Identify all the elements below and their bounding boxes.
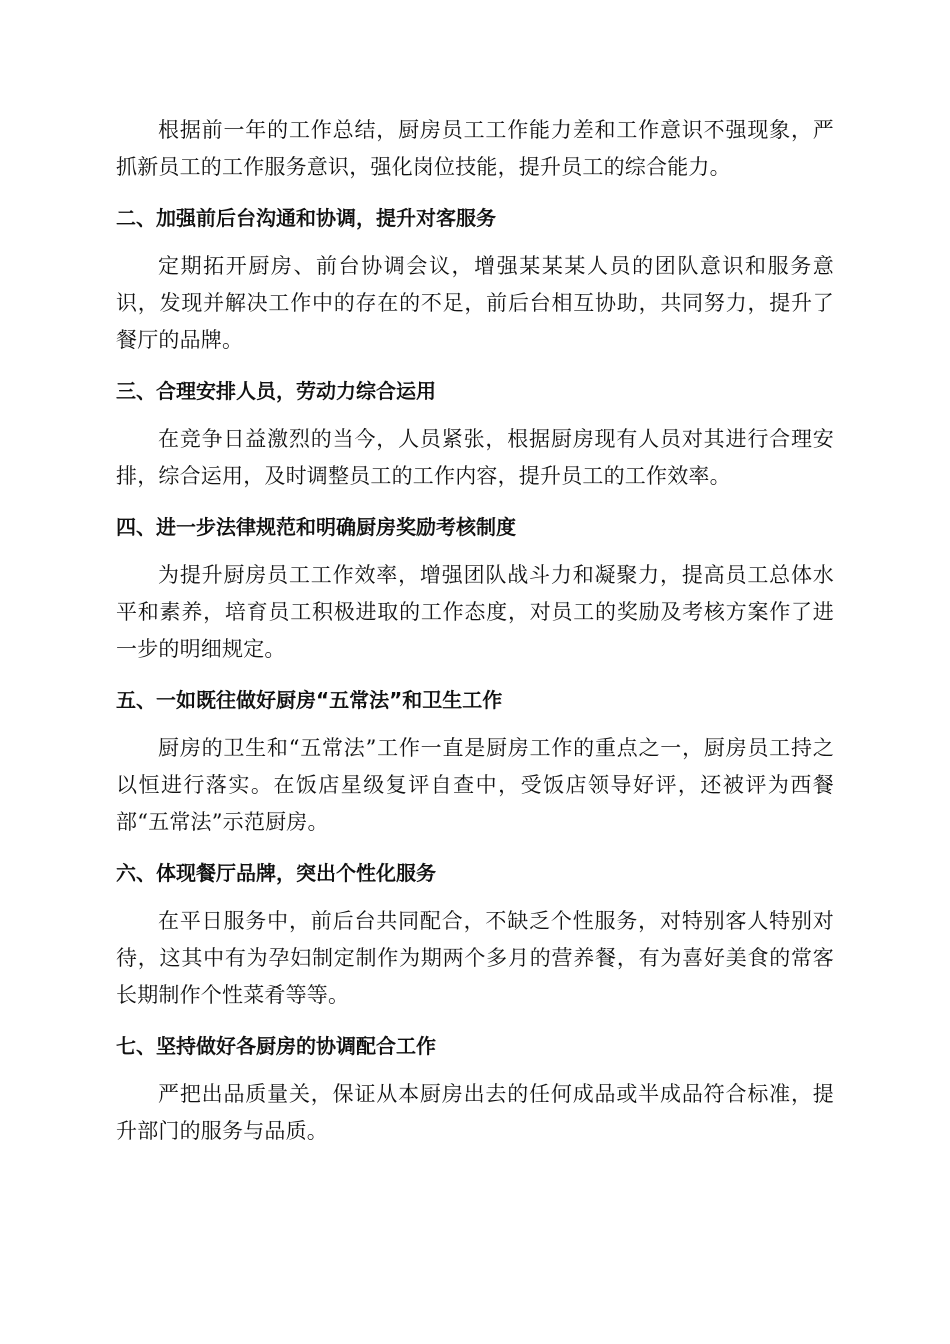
section-body-3: 在竞争日益激烈的当今，人员紧张，根据厨房现有人员对其进行合理安排，综合运用，及时调整员工的工作内容，提升员工的工作效率。 xyxy=(116,427,834,488)
document-body xyxy=(116,112,834,1150)
section-heading-6: 六、体现餐厅品牌，突出个性化服务 xyxy=(116,861,436,885)
section-body-6: 在平日服务中，前后台共同配合，不缺乏个性服务，对特别客人特别对待，这其中有为孕妇制定制作为期两个多月的营养餐，有为喜好美食的常客长期制作个性菜肴等等。 xyxy=(116,909,834,1007)
section-body-5: 厨房的卫生和“五常法”工作一直是厨房工作的重点之一，厨房员工持之以恒进行落实。在饭店星级复评自查中，受饭店领导好评，还被评为西餐部“五常法”示范厨房。 xyxy=(116,736,834,834)
section-heading-4: 四、进一步法律规范和明确厨房奖励考核制度 xyxy=(116,515,516,539)
section-body-7: 严把出品质量关，保证从本厨房出去的任何成品或半成品符合标准，提升部门的服务与品质。 xyxy=(116,1082,834,1143)
intro-paragraph: 根据前一年的工作总结，厨房员工工作能力差和工作意识不强现象，严抓新员工的工作服务意识，强化岗位技能，提升员工的综合能力。 xyxy=(116,118,834,179)
section-heading-7: 七、坚持做好各厨房的协调配合工作 xyxy=(116,1034,436,1058)
section-heading-5: 五、一如既往做好厨房“五常法”和卫生工作 xyxy=(116,688,503,712)
section-heading-2: 二、加强前后台沟通和协调，提升对客服务 xyxy=(116,206,496,230)
section-body-4: 为提升厨房员工工作效率，增强团队战斗力和凝聚力，提高员工总体水平和素养，培育员工积极进取的工作态度，对员工的奖励及考核方案作了进一步的明细规定。 xyxy=(116,563,834,661)
section-body-2: 定期拓开厨房、前台协调会议，增强某某某人员的团队意识和服务意识，发现并解决工作中的存在的不足，前后台相互协助，共同努力，提升了餐厅的品牌。 xyxy=(116,254,834,352)
section-heading-3: 三、合理安排人员，劳动力综合运用 xyxy=(116,379,436,403)
